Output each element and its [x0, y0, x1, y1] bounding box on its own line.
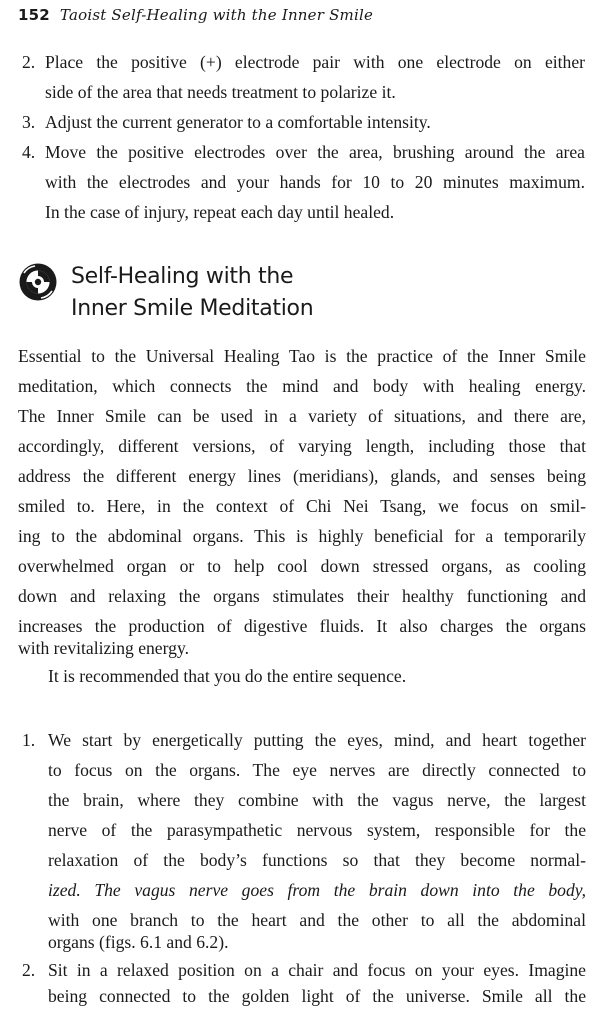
step-line: to focus on the organs. The eye nerves are directly connected to [48, 760, 586, 780]
step-number: 1. [22, 730, 36, 750]
recommend-line: It is recommended that you do the entire sequence. [48, 666, 407, 686]
step-line: nerve of the parasympathetic nervous system, responsible for the [48, 820, 586, 840]
paragraph-line: The Inner Smile can be used in a variety of situations, and there are, [18, 406, 586, 426]
paragraph-line: meditation, which connects the mind and body with healing energy. [18, 376, 586, 396]
page-number: 152 [18, 6, 50, 24]
step-line: ized. The vagus nerve goes from the brain down into the body, [48, 880, 586, 900]
step-line: the brain, where they combine with the vagus nerve, the largest [48, 790, 586, 810]
list-number: 3. [22, 112, 36, 132]
step-line: Sit in a relaxed position on a chair and focus on your eyes. Imagine [48, 960, 586, 980]
list-item-line: side of the area that needs treatment to polarize it. [45, 82, 396, 102]
paragraph-line: smiled to. Here, in the context of Chi Nei Tsang, we focus on smil- [18, 496, 586, 516]
list-item-line: Move the positive electrodes over the area, brushing around the area [45, 142, 585, 162]
section-heading-line: Inner Smile Meditation [71, 296, 314, 321]
paragraph-line: down and relaxing the organs stimulates their healthy functioning and [18, 586, 586, 606]
list-number: 2. [22, 52, 36, 72]
list-item-line: Place the positive (+) electrode pair with one electrode on either [45, 52, 585, 72]
paragraph-line: ing to the abdominal organs. This is highly beneficial for a temporarily [18, 526, 586, 546]
step-line: with one branch to the heart and the other to all the abdominal [48, 910, 586, 930]
paragraph-line: Essential to the Universal Healing Tao is the practice of the Inner Smile [18, 346, 586, 366]
list-item-line: with the electrodes and your hands for 10 to 20 minutes maximum. [45, 172, 585, 192]
paragraph-line: with revitalizing energy. [18, 638, 189, 658]
step-line: being connected to the golden light of the universe. Smile all the [48, 986, 586, 1006]
running-title: Taoist Self-Healing with the Inner Smile [59, 6, 374, 24]
list-item-line: In the case of injury, repeat each day until healed. [45, 202, 395, 222]
step-line: We start by energetically putting the eyes, mind, and heart together [48, 730, 586, 750]
paragraph-line: increases the production of digestive fluids. It also charges the organs [18, 616, 586, 636]
step-number: 2. [22, 960, 36, 980]
step-line: relaxation of the body’s functions so that they become normal- [48, 850, 586, 870]
step-line: organs (figs. 6.1 and 6.2). [48, 932, 229, 952]
paragraph-line: address the different energy lines (meridians), glands, and senses being [18, 466, 586, 486]
running-header [18, 6, 373, 30]
paragraph-line: overwhelmed organ or to help cool down stressed organs, as cooling [18, 556, 586, 576]
yin-yang-swirl-icon [18, 262, 58, 302]
section-heading-line: Self-Healing with the [71, 264, 294, 289]
paragraph-line: accordingly, different versions, of varying length, including those that [18, 436, 586, 456]
list-item-line: Adjust the current generator to a comfortable intensity. [45, 112, 431, 132]
list-number: 4. [22, 142, 36, 162]
